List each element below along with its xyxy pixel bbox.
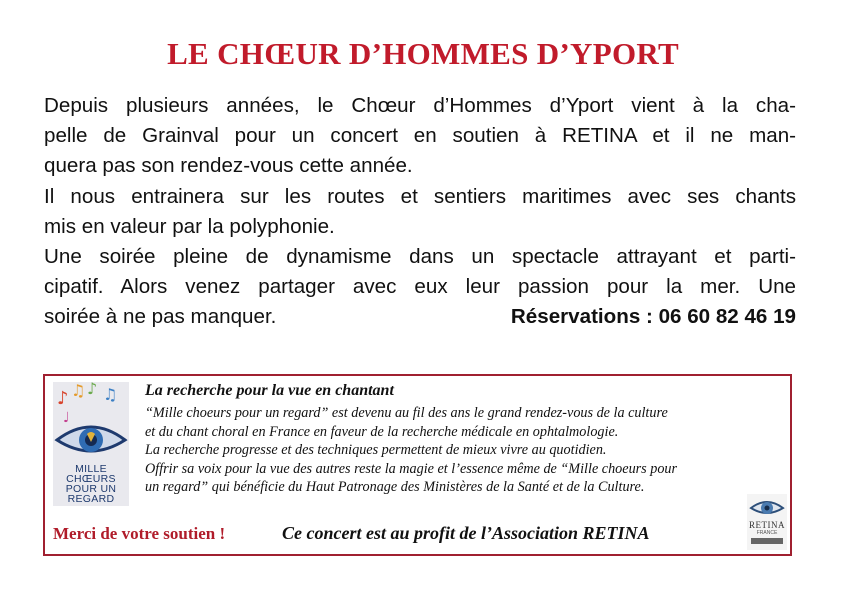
- thanks-text: Merci de votre soutien !: [53, 524, 226, 543]
- box-line: Offrir sa voix pour la vue des autres reste la magie et l’essence même de “Mille choeurs pour: [145, 460, 678, 477]
- box-line: La recherche progresse et des techniques permettent de mieux vivre au quotidien.: [145, 442, 607, 459]
- logo-text-line: MILLE: [75, 463, 107, 475]
- box-heading: La recherche pour la vue en chantant: [145, 382, 394, 399]
- body-line: Une soirée pleine de dynamisme dans un spectacle attrayant et parti-: [44, 245, 796, 269]
- body-line: quera pas son rendez-vous cette année.: [44, 154, 413, 178]
- retina-logo-sub: FRANCE: [756, 530, 778, 536]
- page-title: LE CHŒUR D’HOMMES D’YPORT: [167, 36, 679, 71]
- retina-eye-icon: [747, 494, 787, 520]
- svg-text:♫: ♫: [103, 385, 118, 404]
- box-line: et du chant choral en France en faveur de la recherche médicale en ophtalmologie.: [145, 423, 619, 440]
- eye-music-icon: [53, 382, 129, 462]
- article-body: [44, 91, 796, 333]
- body-line: [44, 302, 796, 332]
- reservations-phone: Réservations : 06 60 82 46 19: [510, 305, 796, 329]
- logo-text-line: POUR UN: [65, 483, 117, 495]
- retina-logo-name: RETINA: [749, 520, 785, 530]
- retina-info-box: [43, 374, 792, 556]
- body-line: Depuis plusieurs années, le Chœur d’Hommes d’Yport vient à la cha-: [44, 94, 796, 117]
- svg-text:♪: ♪: [57, 388, 69, 409]
- svg-text:♪: ♪: [87, 382, 98, 398]
- body-line: pelle de Grainval pour un concert en soutien à RETINA et il ne man-: [44, 124, 796, 148]
- box-line: “Mille choeurs pour un regard” est devenu au fil des ans le grand rendez-vous de la culture: [145, 405, 668, 421]
- box-line: un regard” qui bénéficie du Haut Patronage des Ministères de la Santé et de la Culture.: [145, 479, 645, 496]
- retina-logo-bar: [751, 538, 783, 544]
- profit-text: Ce concert est au profit de l’Association RETINA: [282, 523, 650, 543]
- retina-logo: [747, 494, 787, 550]
- logo-text-line: REGARD: [67, 493, 115, 505]
- logo-text-line: CHŒURS: [66, 473, 116, 485]
- svg-text:♫: ♫: [71, 382, 86, 400]
- body-line: mis en valeur par la polyphonie.: [44, 214, 335, 238]
- mille-choeurs-logo: [53, 382, 129, 506]
- body-line: Il nous entrainera sur les routes et sentiers maritimes avec ses chants: [44, 184, 796, 208]
- body-line: cipatif. Alors venez partager avec eux leur passion pour la mer. Une: [44, 275, 796, 299]
- svg-text:♩: ♩: [63, 410, 70, 426]
- box-paragraph: [145, 404, 790, 497]
- last-line-text: soirée à ne pas manquer.: [44, 305, 277, 329]
